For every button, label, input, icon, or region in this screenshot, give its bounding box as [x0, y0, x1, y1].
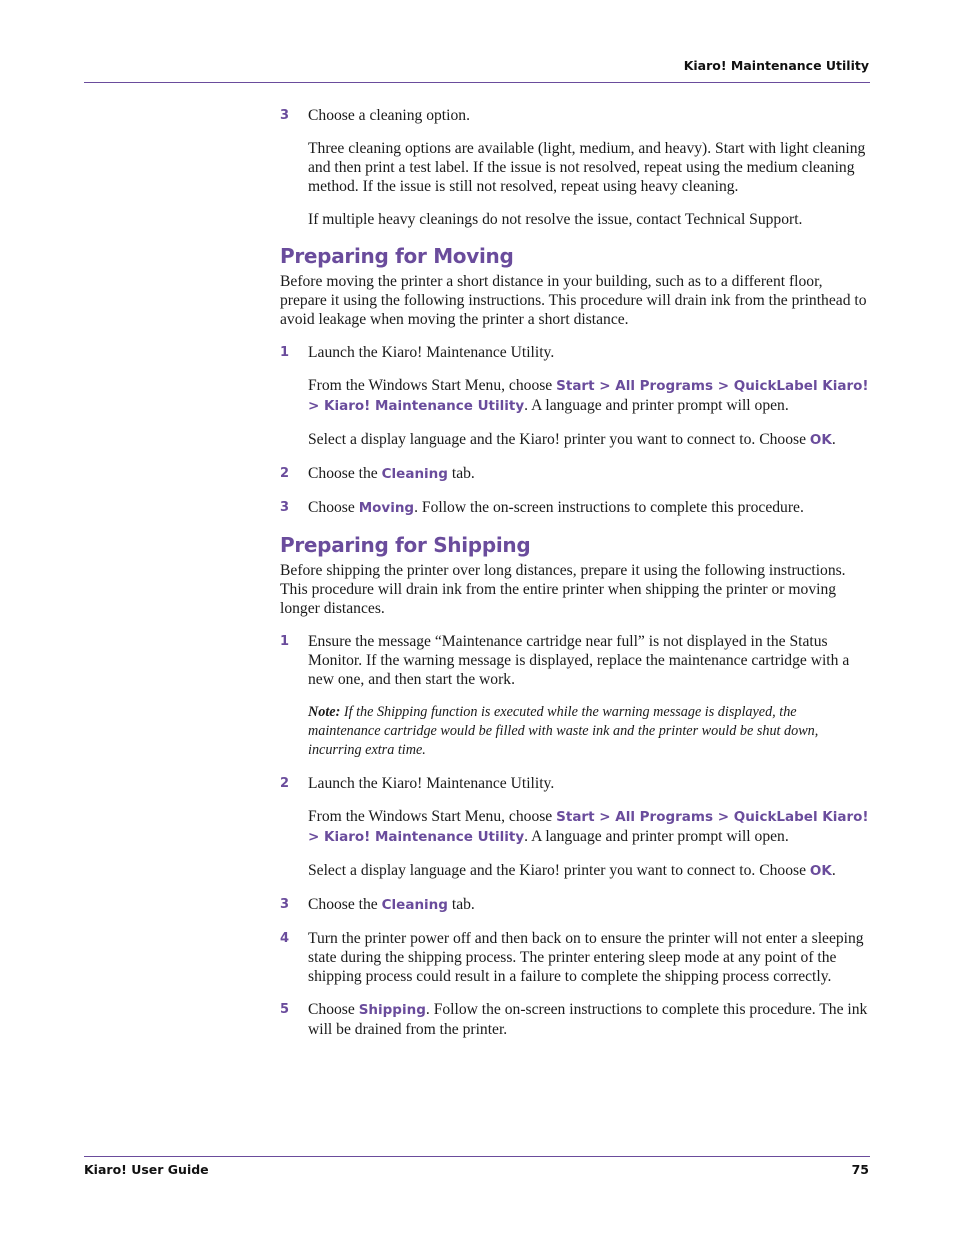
section-heading-moving: Preparing for Moving — [280, 244, 514, 268]
step-number: 5 — [280, 1002, 290, 1017]
text-run: . — [831, 862, 836, 879]
footer-guide-title: Kiaro! User Guide — [84, 1162, 209, 1177]
text-run: Choose — [308, 1001, 359, 1018]
shipping-step-2-detail-2 — [280, 861, 870, 881]
shipping-intro: Before shipping the printer over long distances, prepare it using the following instructions. This procedure will drain ink from the entire printer when shipping the printer or moving longer distances. — [280, 562, 846, 617]
cleaning-options-paragraph: Three cleaning options are available (light, medium, and heavy). Start with light cleaning and then print a test label. If the issue is not resolved, repeat using the medium cleaning method. If the issue is still not resolved, repeat using heavy cleaning. — [308, 140, 866, 195]
step-number: 3 — [280, 897, 290, 912]
shipping-step-2 — [280, 774, 870, 793]
cleaning-tab-label: Cleaning — [381, 466, 448, 482]
step-number: 1 — [280, 634, 290, 649]
text-run: . A language and printer prompt will open. — [524, 828, 789, 845]
shipping-step-1 — [280, 632, 870, 689]
step-text: Choose a cleaning option. — [308, 107, 470, 124]
shipping-option-label: Shipping — [358, 1002, 426, 1018]
step-number: 1 — [280, 345, 290, 360]
shipping-note — [280, 703, 870, 760]
menu-path: Start > All Programs > QuickLabel Kiaro! > Kiaro! Maintenance Utility — [308, 809, 869, 845]
text-run: Choose the — [308, 896, 382, 913]
step-number: 3 — [280, 108, 290, 123]
shipping-step-2-detail-1 — [280, 807, 870, 847]
moving-step-1-detail-2 — [280, 430, 870, 450]
shipping-step-5 — [280, 1000, 870, 1039]
text-run: . Follow the on-screen instructions to complete this procedure. The ink will be drained from the printer. — [308, 1001, 868, 1038]
footer-rule — [84, 1156, 870, 1157]
moving-option-label: Moving — [358, 500, 415, 516]
text-run: . — [831, 431, 836, 448]
step-number: 3 — [280, 500, 290, 515]
moving-step-1-detail-1 — [280, 376, 870, 416]
text-run: Choose the — [308, 465, 382, 482]
page-number: 75 — [851, 1162, 869, 1177]
text-run: . Follow the on-screen instructions to complete this procedure. — [414, 499, 804, 516]
step-text: Ensure the message “Maintenance cartridge near full” is not displayed in the Status Monitor. If the warning message is displayed, replace the maintenance cartridge with a new one, and then start the work. — [308, 633, 850, 688]
text-run: Choose — [308, 499, 359, 516]
step-choose-cleaning-option — [280, 106, 870, 125]
text-run: Select a display language and the Kiaro! printer you want to connect to. Choose — [308, 431, 810, 448]
text-run: From the Windows Start Menu, choose — [308, 377, 557, 394]
step-number: 2 — [280, 466, 290, 481]
ok-label: OK — [809, 863, 832, 879]
moving-intro: Before moving the printer a short distance in your building, such as to a different floor, prepare it using the following instructions. This procedure will drain ink from the printhead to avoid leakage when moving the printer a short distance. — [280, 273, 867, 328]
running-header: Kiaro! Maintenance Utility — [683, 58, 869, 73]
shipping-step-3 — [280, 895, 870, 915]
text-run: From the Windows Start Menu, choose — [308, 808, 557, 825]
header-rule — [84, 82, 870, 83]
note-label: Note: — [308, 704, 341, 720]
text-run: . A language and printer prompt will open. — [524, 397, 789, 414]
heavy-cleaning-paragraph: If multiple heavy cleanings do not resolve the issue, contact Technical Support. — [308, 211, 803, 228]
step-number: 4 — [280, 931, 290, 946]
cleaning-tab-label: Cleaning — [381, 897, 448, 913]
section-heading-shipping: Preparing for Shipping — [280, 533, 531, 557]
page-content — [280, 106, 870, 1053]
text-run: tab. — [447, 465, 475, 482]
text-run: Select a display language and the Kiaro! printer you want to connect to. Choose — [308, 862, 810, 879]
note-text: If the Shipping function is executed while the warning message is displayed, the maintenance cartridge would be filled with waste ink and the printer would be shut down, incurring extra time. — [308, 704, 819, 758]
step-text: Launch the Kiaro! Maintenance Utility. — [308, 344, 555, 361]
ok-label: OK — [809, 432, 832, 448]
moving-step-3 — [280, 498, 870, 518]
step-text: Launch the Kiaro! Maintenance Utility. — [308, 775, 555, 792]
step-number: 2 — [280, 776, 290, 791]
moving-step-2 — [280, 464, 870, 484]
menu-path: Start > All Programs > QuickLabel Kiaro! > Kiaro! Maintenance Utility — [308, 378, 869, 414]
moving-step-1 — [280, 343, 870, 362]
step-text: Turn the printer power off and then back on to ensure the printer will not enter a sleeping state during the shipping process. The printer entering sleep mode at any point of the shipping process could result in a failure to complete the shipping process correctly. — [308, 930, 864, 985]
shipping-step-4 — [280, 929, 870, 986]
text-run: tab. — [447, 896, 475, 913]
